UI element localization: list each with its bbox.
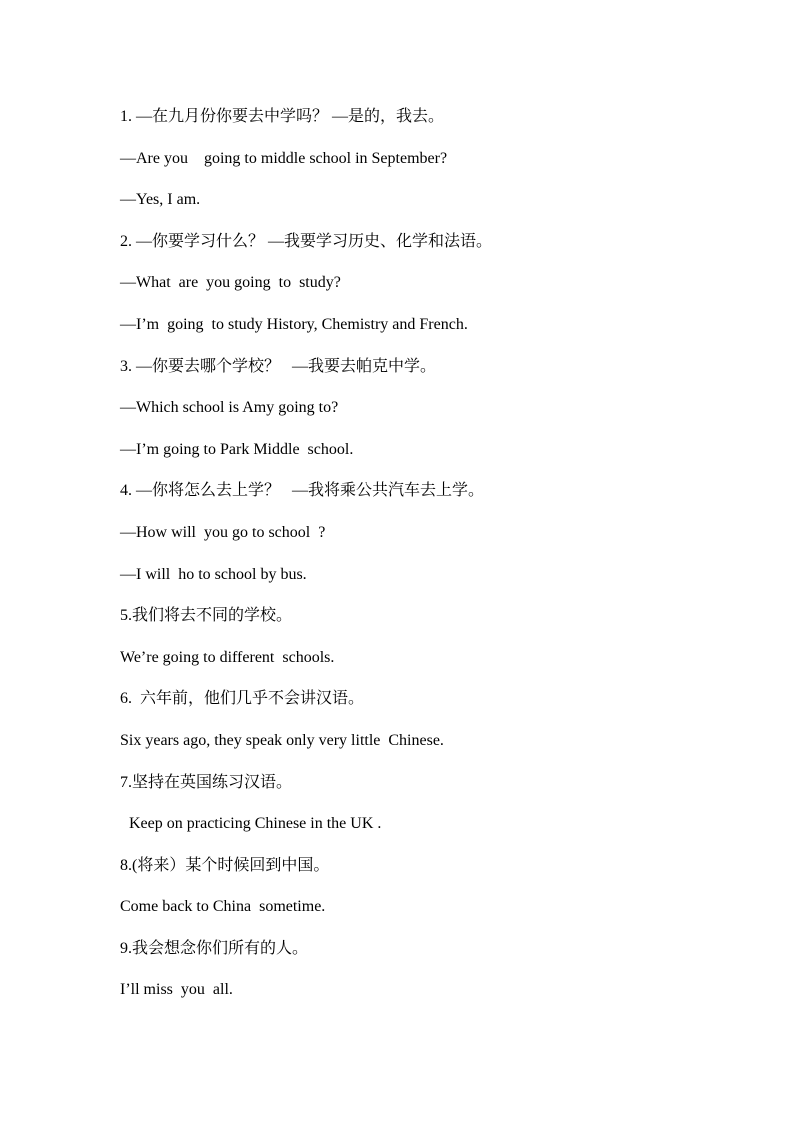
item-6-english: Six years ago, they speak only very little Chinese.	[120, 731, 444, 749]
question-1-english-answer: —Yes, I am.	[120, 191, 201, 209]
question-1-chinese: 1. —在九月份你要去中学吗？ —是的，我去。	[120, 108, 445, 125]
item-8-english: Come back to China sometime.	[120, 898, 326, 916]
item-9-chinese: 9.我会想念你们所有的人。	[120, 939, 309, 957]
item-7-chinese: 7.坚持在英国练习汉语。	[120, 773, 293, 791]
question-2-english-question: —What are you going to study?	[120, 274, 341, 292]
question-3-english-question: —Which school is Amy going to?	[120, 399, 339, 417]
item-6-chinese: 6. 六年前，他们几乎不会讲汉语。	[120, 690, 365, 708]
item-5-english: We’re going to different schools.	[120, 648, 335, 666]
question-3-chinese: 3. —你要去哪个学校？ —我要去帕克中学。	[120, 357, 437, 375]
item-5-chinese: 5.我们将去不同的学校。	[120, 607, 293, 625]
question-4-chinese: 4. —你将怎么去上学？ —我将乘公共汽车去上学。	[120, 482, 485, 500]
question-1-english-question: —Are you going to middle school in September?	[120, 149, 448, 167]
question-4-english-answer: —I will ho to school by bus.	[120, 565, 307, 583]
question-4-english-question: —How will you go to school ?	[120, 523, 326, 541]
question-2-chinese: 2. —你要学习什么？ —我要学习历史、化学和法语。	[120, 232, 493, 250]
item-7-english: Keep on practicing Chinese in the UK .	[129, 815, 382, 833]
question-2-english-answer: —I’m going to study History, Chemistry and French.	[120, 315, 468, 333]
question-3-english-answer: —I’m going to Park Middle school.	[120, 440, 354, 458]
item-8-chinese: 8.(将来）某个时候回到中国。	[120, 856, 330, 874]
document-body	[120, 106, 720, 1021]
item-9-english: I’ll miss you all.	[120, 981, 233, 999]
